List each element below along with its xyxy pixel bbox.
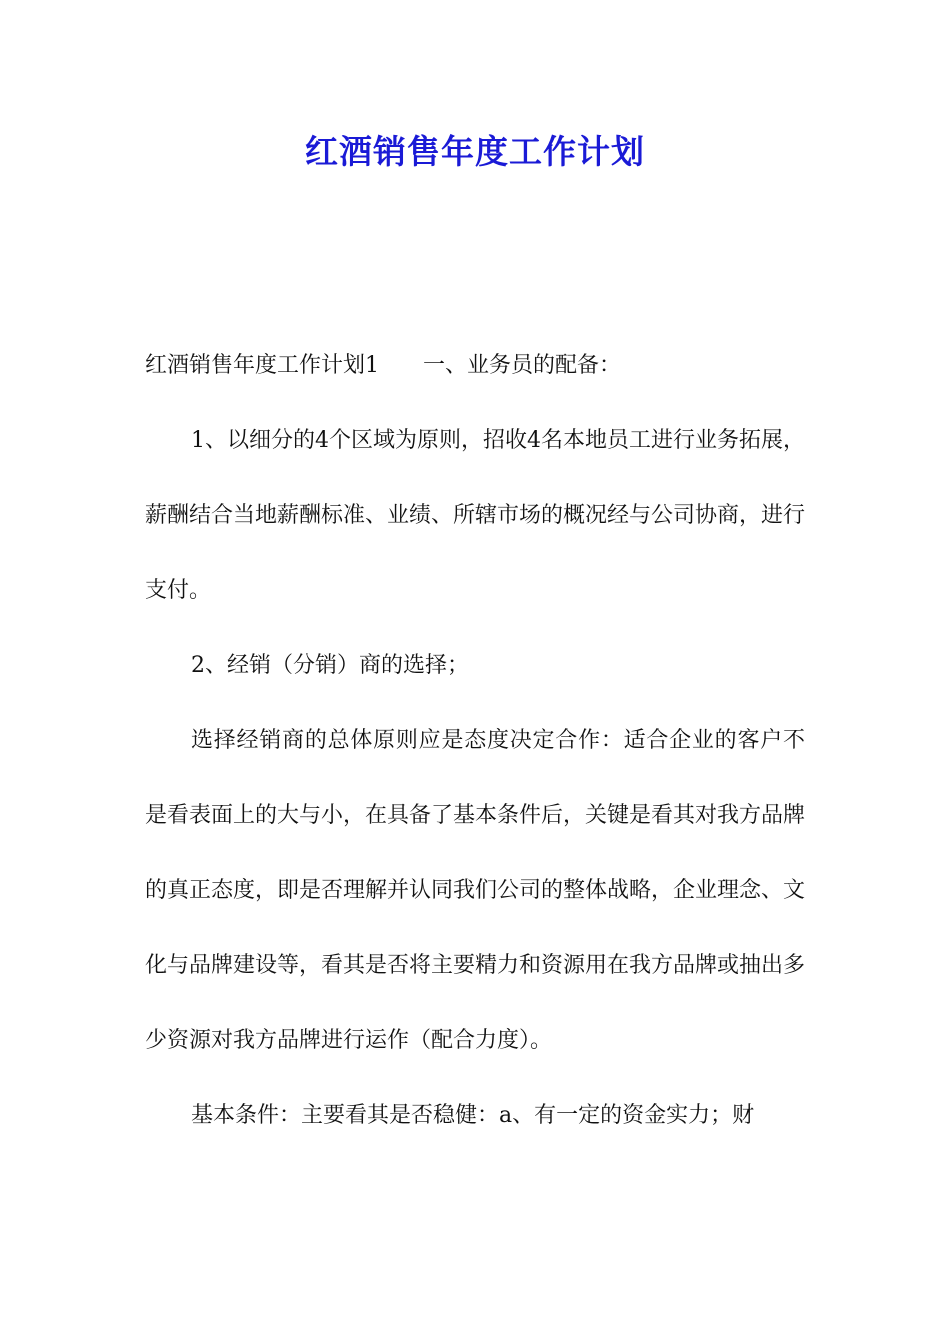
document-title: 红酒销售年度工作计划 (305, 132, 645, 171)
plan-label: 红酒销售年度工作计划1 (145, 353, 379, 378)
paragraph-4: 基本条件：主要看其是否稳健：a、有一定的资金实力；财 (191, 1103, 755, 1128)
section-heading: 一、业务员的配备： (423, 353, 622, 378)
paragraph-3: 选择经销商的总体原则应是态度决定合作：适合企业的客户不是看表面上的大与小，在具备了基本条件后，关键是看其对我方品牌的真正态度，即是否理解并认同我们公司的整体战略，企业理念、文化与品牌建设等，看其是否将主要精力和资源用在我方品牌或抽出多少资源对我方品牌进行运作（配合力度）。 (145, 728, 806, 1053)
heading-line (145, 328, 805, 403)
document-body (145, 328, 805, 1153)
paragraph-2: 2、经销（分销）商的选择； (191, 653, 469, 678)
paragraph-1: 1、以细分的4个区域为原则，招收4名本地员工进行业务拓展，薪酬结合当地薪酬标准、业绩、所辖市场的概况经与公司协商，进行支付。 (145, 428, 806, 603)
